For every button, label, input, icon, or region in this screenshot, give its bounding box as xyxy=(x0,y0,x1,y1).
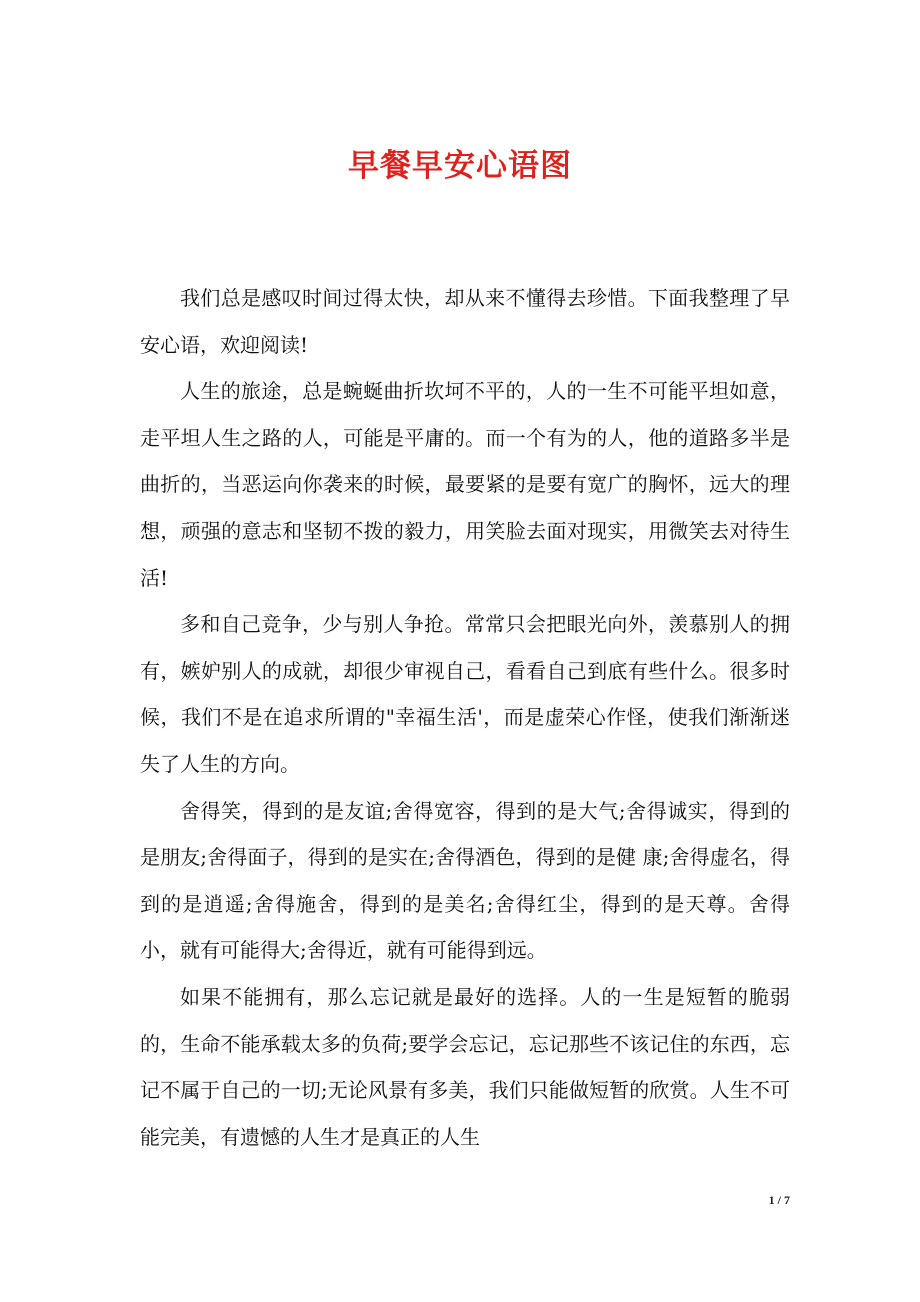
paragraph: 多和自己竞争，少与别人争抢。常常只会把眼光向外，羡慕别人的拥有，嫉妒别人的成就，却很少审视自己，看看自己到底有些什么。很多时候，我们不是在追求所谓的"幸福生活'，而是虚荣心作怪，使我们渐渐迷失了人生的方向。 xyxy=(140,612,790,776)
page-number: 1 / 7 xyxy=(768,1193,790,1207)
paragraph: 舍得笑，得到的是友谊;舍得宽容，得到的是大气;舍得诚实，得到的是朋友;舍得面子，得到的是实在;舍得酒色，得到的是健 康;舍得虚名，得到的是逍遥;舍得施舍，得到的是美名;舍得红尘，得到的是天尊。舍得小，就有可能得大;舍得近，就有可能得到远。 xyxy=(140,798,790,963)
paragraph: 我们总是感叹时间过得太快，却从来不懂得去珍惜。下面我整理了早安心语，欢迎阅读! xyxy=(140,286,790,357)
paragraph: 人生的旅途，总是蜿蜒曲折坎坷不平的，人的一生不可能平坦如意，走平坦人生之路的人，可能是平庸的。而一个有为的人，他的道路多半是曲折的，当恶运向你袭来的时候，最要紧的是要有宽广的胸怀，远大的理想，顽强的意志和坚韧不拨的毅力，用笑脸去面对现实，用微笑去对待生活! xyxy=(140,379,790,590)
paragraph: 如果不能拥有，那么忘记就是最好的选择。人的一生是短暂的脆弱的，生命不能承载太多的负荷;要学会忘记，忘记那些不该记住的东西，忘记不属于自己的一切;无论风景有多美，我们只能做短暂的欣赏。人生不可能完美，有遗憾的人生才是真正的人生 xyxy=(140,984,790,1149)
document-title: 早餐早安心语图 xyxy=(348,148,572,184)
document-body xyxy=(140,275,790,1160)
